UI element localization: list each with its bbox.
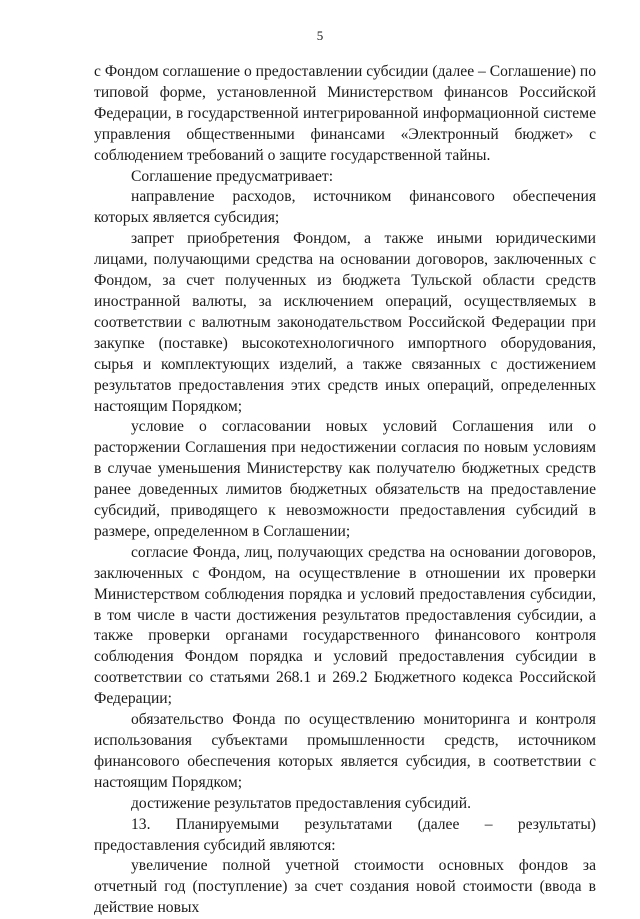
paragraph-audit-consent: согласие Фонда, лиц, получающих средства на основании договоров, заключенных с Фондом, на осуществление в отношении их проверки Министерством соблюдения порядка и условий предоставления субсидии, в том числе в части достижения результатов предоставления субсидии, а также проверки органами государственного финансового контроля соблюдения Фондом порядка и условий предоставления субсидии в соответствии со статьями 268.1 и 269.2 Бюджетного кодекса Российской Федерации; [94,543,596,708]
paragraph-currency-prohibition: запрет приобретения Фондом, а также иными юридическими лицами, получающими средства на основании договоров, заключенных с Фондом, за счет полученных из бюджета Тульской области средств иностранной валюты, за исключением операций, осуществляемых в соответствии с валютным законодательством Российской Федерации при закупке (поставке) высокотехнологичного импортного оборудования, сырья и комплектующих изделий, а также связанных с достижением результатов предоставления этих средств иных операций, определенных настоящим Порядком; [94,230,596,415]
page-number: 5 [316,28,324,43]
paragraph-section-13: 13. Планируемыми результатами (далее – результаты) предоставления субсидий являются: [94,815,596,854]
paragraph-new-conditions: условие о согласовании новых условий Соглашения или о расторжении Соглашения при недостижении согласия по новым условиям в случае уменьшения Министерству как получателю бюджетных средств ранее доведенных лимитов бюджетных обязательств на предоставление субсидий, приводящего к невозможности предоставления субсидий в размере, определенном в Соглашении; [94,418,596,540]
paragraph-agreement-provides: Соглашение предусматривает: [131,167,334,185]
document-body [94,62,596,919]
paragraph-expense-direction: направление расходов, источником финансового обеспечения которых является субсидия; [94,188,596,227]
paragraph-monitoring-obligation: обязательство Фонда по осуществлению мониторинга и контроля использования субъектами промышленности средств, источником финансового обеспечения которых является субсидия, в соответствии с настоящим Порядком; [94,711,596,791]
paragraph-fixed-assets-increase: увеличение полной учетной стоимости основных фондов за отчетный год (поступление) за счет создания новой стоимости (ввода в действие новых [94,857,596,917]
paragraph-results-achievement: достижение результатов предоставления субсидий. [131,794,472,812]
paragraph-agreement-intro: с Фондом соглашение о предоставлении субсидии (далее – Соглашение) по типовой форме, установленной Министерством финансов Российской Федерации, в государственной интегрированной информационной системе управления общественными финансами «Электронный бюджет» с соблюдением требований о защите государственной тайны. [94,63,596,164]
